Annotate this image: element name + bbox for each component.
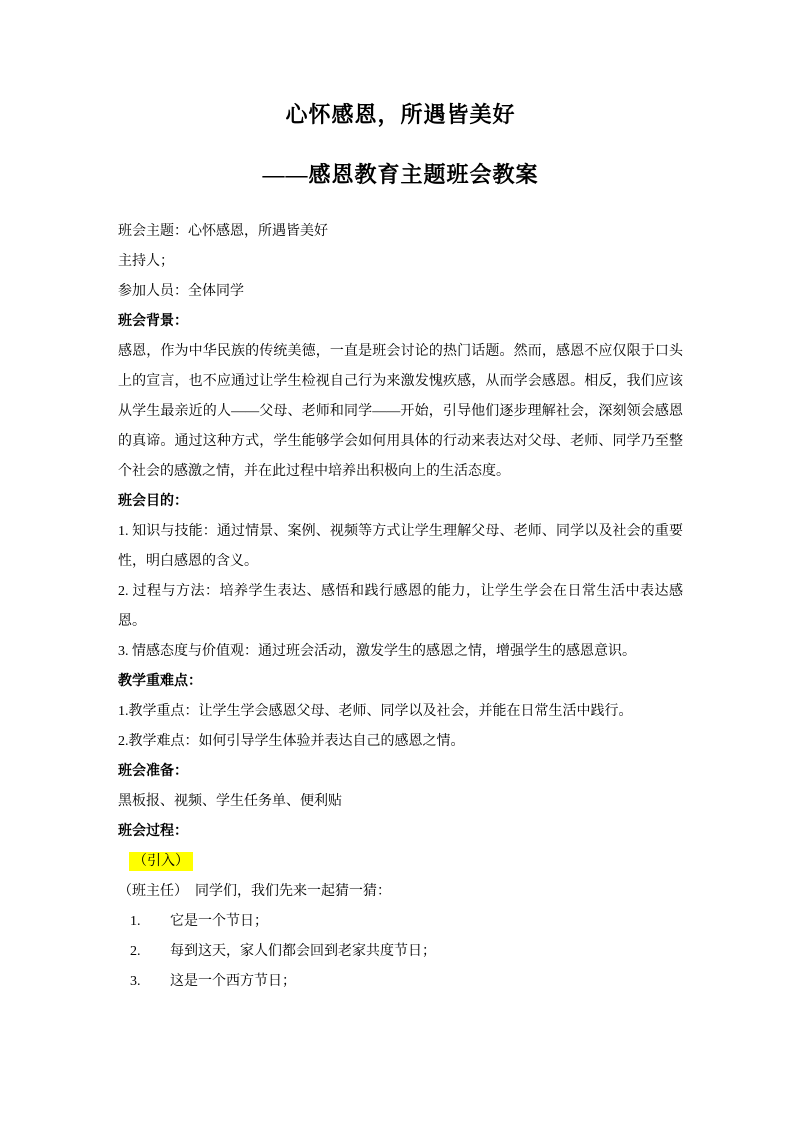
purpose-item: 3. 情感态度与价值观：通过班会活动，激发学生的感恩之情，增强学生的感恩意识。 xyxy=(118,644,636,659)
doc-body xyxy=(118,217,683,997)
section-heading-process: 班会过程： xyxy=(118,824,188,839)
quiz-item-text: 它是一个节日； xyxy=(170,914,268,929)
purpose-item: 1. 知识与技能：通过情景、案例、视频等方式让学生理解父母、老师、同学以及社会的重要性，明白感恩的含义。 xyxy=(118,524,683,569)
intro-highlight-line xyxy=(118,847,683,877)
section-heading-key-points: 教学重难点： xyxy=(118,674,202,689)
teacher-line: （班主任） 同学们，我们先来一起猜一猜： xyxy=(118,884,391,899)
quiz-item xyxy=(118,937,683,967)
quiz-item-number: 1. xyxy=(130,914,141,929)
doc-subtitle: ——感恩教育主题班会教案 xyxy=(262,162,539,187)
quiz-item xyxy=(118,907,683,937)
section-heading-background: 班会背景： xyxy=(118,314,188,329)
purpose-item: 2. 过程与方法：培养学生表达、感悟和践行感恩的能力，让学生学会在日常生活中表达感恩。 xyxy=(118,584,683,629)
meta-host: 主持人； xyxy=(118,254,174,269)
quiz-item xyxy=(118,967,683,997)
key-point-item: 2.教学难点：如何引导学生体验并表达自己的感恩之情。 xyxy=(118,734,465,749)
section-heading-purpose: 班会目的： xyxy=(118,494,188,509)
quiz-item-number: 3. xyxy=(130,974,141,989)
intro-highlight: （引入） xyxy=(129,852,193,871)
key-point-item: 1.教学重点：让学生学会感恩父母、老师、同学以及社会，并能在日常生活中践行。 xyxy=(118,704,633,719)
quiz-item-text: 这是一个西方节日； xyxy=(170,974,296,989)
section-heading-preparation: 班会准备： xyxy=(118,764,188,779)
doc-title: 心怀感恩，所遇皆美好 xyxy=(285,102,516,127)
preparation-items: 黑板报、视频、学生任务单、便利贴 xyxy=(118,794,342,809)
meta-participants: 参加人员：全体同学 xyxy=(118,284,244,299)
quiz-item-number: 2. xyxy=(130,944,141,959)
background-paragraph: 感恩，作为中华民族的传统美德，一直是班会讨论的热门话题。然而，感恩不应仅限于口头上的宣言，也不应通过让学生检视自己行为来激发愧疚感，从而学会感恩。相反，我们应该从学生最亲近的人——父母、老师和同学——开始，引导他们逐步理解社会，深刻领会感恩的真谛。通过这种方式，学生能够学会如何用具体的行动来表达对父母、老师、同学乃至整个社会的感激之情，并在此过程中培养出积极向上的生活态度。 xyxy=(118,344,683,479)
meta-theme: 班会主题：心怀感恩，所遇皆美好 xyxy=(118,224,328,239)
quiz-item-text: 每到这天，家人们都会回到老家共度节日； xyxy=(170,944,436,959)
